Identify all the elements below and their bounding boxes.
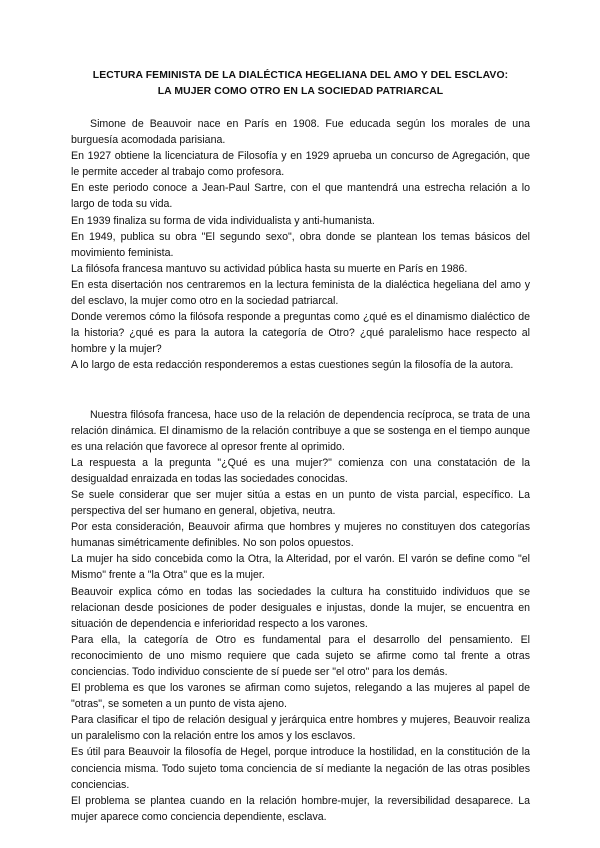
paragraph: La mujer ha sido concebida como la Otra, la Alteridad, por el varón. El varón se define como "el Mismo" frente a "la Otra" que es la mujer. xyxy=(71,553,530,582)
title-line-1: LECTURA FEMINISTA DE LA DIALÉCTICA HEGELIANA DEL AMO Y DEL ESCLAVO: xyxy=(92,70,509,81)
paragraph: Para ella, la categoría de Otro es fundamental para el desarrollo del pensamiento. El reconocimiento de uno mismo requiere que cada sujeto se afirme como tal frente a otras conciencias. Todo individuo consciente de sí puede ser "el otro" para los demás. xyxy=(71,633,530,678)
paragraph: Nuestra filósofa francesa, hace uso de la relación de dependencia recíproca, se trata de una relación dinámica. El dinamismo de la relación contribuye a que se sostenga en el tiempo aunque es una relación que favorece al opresor frente al oprimido. xyxy=(71,408,530,453)
paragraph: Simone de Beauvoir nace en París en 1908. Fue educada según los morales de una burguesía acomodada parisiana. xyxy=(71,118,530,147)
title-line-2: LA MUJER COMO OTRO EN LA SOCIEDAD PATRIARCAL xyxy=(157,86,444,97)
paragraph: La respuesta a la pregunta "¿Qué es una mujer?" comienza con una constatación de la desigualdad enraizada en todas las sociedades conocidas. xyxy=(71,456,530,485)
paragraph: Para clasificar el tipo de relación desigual y jerárquica entre hombres y mujeres, Beauvoir realiza un paralelismo con la relación entre los amos y los esclavos. xyxy=(71,714,530,743)
paragraph: En 1927 obtiene la licenciatura de Filosofía y en 1929 aprueba un concurso de Agregación, que le permite acceder al trabajo como profesora. xyxy=(71,150,530,179)
paragraph: Beauvoir explica cómo en todas las sociedades la cultura ha constituido individuos que se relacionan desde posiciones de poder desiguales e injustas, donde la mujer, se encuentra en situación de dependencia e inferioridad respecto a los varones. xyxy=(71,585,530,630)
paragraph: Por esta consideración, Beauvoir afirma que hombres y mujeres no constituyen dos categorías humanas simétricamente definibles. No son polos opuestos. xyxy=(71,521,530,550)
paragraph: Se suele considerar que ser mujer sitúa a estas en un punto de vista parcial, específico. La perspectiva del ser humano en general, objetiva, neutra. xyxy=(71,488,530,518)
paragraph: El problema es que los varones se afirman como sujetos, relegando a las mujeres al papel de "otras", se someten a un punto de vista ajeno. xyxy=(71,682,530,711)
section-body xyxy=(71,407,530,825)
paragraph: La filósofa francesa mantuvo su actividad pública hasta su muerte en París en 1986. xyxy=(71,262,468,275)
paragraph: A lo largo de esta redacción responderemos a estas cuestiones según la filosofía de la autora. xyxy=(71,359,514,372)
paragraph: En esta disertación nos centraremos en la lectura feminista de la dialéctica hegeliana del amo y del esclavo, la mujer como otro en la sociedad patriarcal. xyxy=(71,278,530,308)
paragraph: Es útil para Beauvoir la filosofía de Hegel, porque introduce la hostilidad, en la constitución de la conciencia misma. Todo sujeto toma conciencia de sí mediante la negación de las otras posibles conciencias. xyxy=(71,746,530,791)
document-title xyxy=(71,68,530,100)
paragraph: En 1949, publica su obra "El segundo sexo", obra donde se plantean los temas básicos del movimiento feminista. xyxy=(71,230,530,259)
paragraph: Donde veremos cómo la filósofa responde a preguntas como ¿qué es el dinamismo dialéctico de la historia? ¿qué es para la autora la categoría de Otro? ¿qué paralelismo hace respecto al hombre y la mujer? xyxy=(71,311,530,356)
section-spacer xyxy=(71,374,530,407)
paragraph: El problema se plantea cuando en la relación hombre-mujer, la reversibilidad desaparece. La mujer aparece como conciencia dependiente, esclava. xyxy=(71,794,530,823)
paragraph: En este periodo conoce a Jean-Paul Sartre, con el que mantendrá una estrecha relación a lo largo de toda su vida. xyxy=(71,182,530,211)
section-intro xyxy=(71,116,530,374)
paragraph: En 1939 finaliza su forma de vida individualista y anti-humanista. xyxy=(71,214,375,227)
